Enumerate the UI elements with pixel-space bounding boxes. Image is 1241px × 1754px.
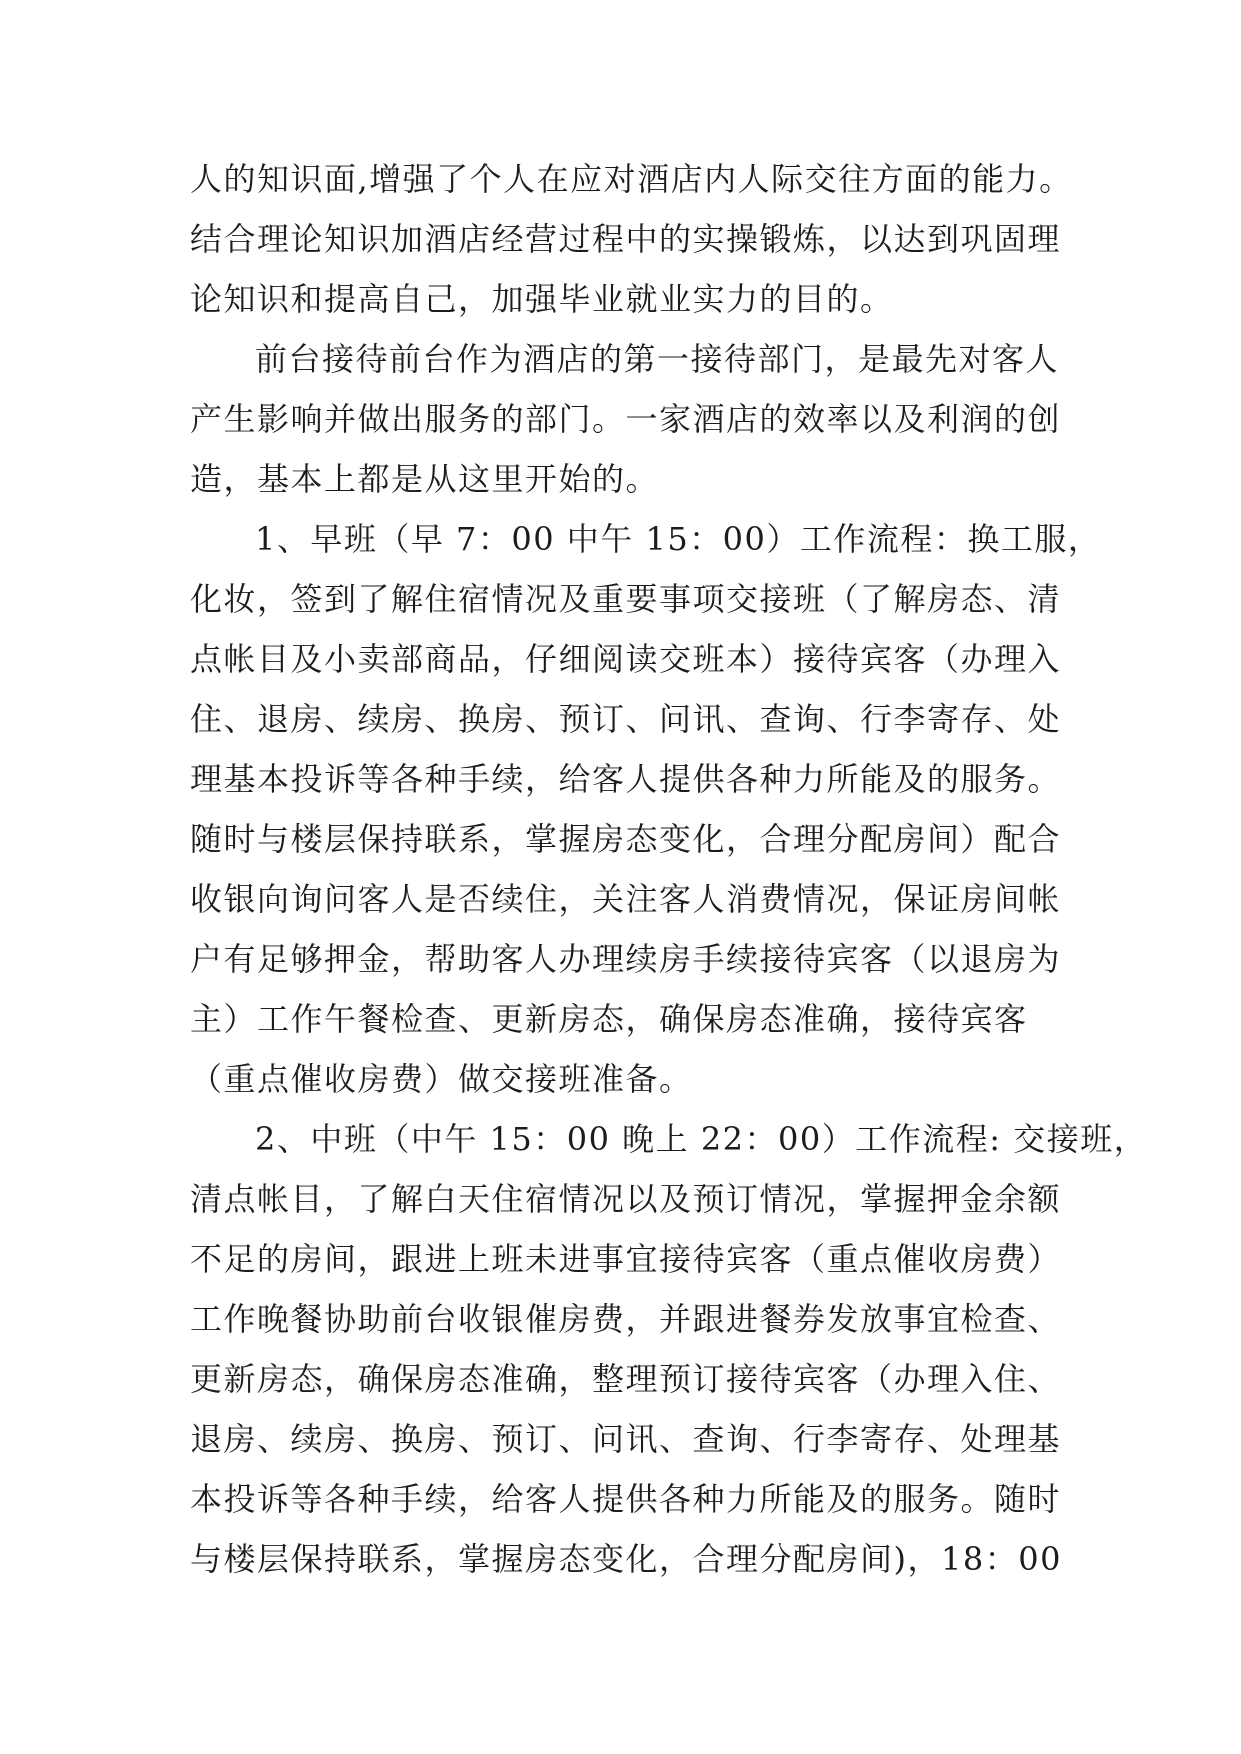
text-line: 随时与楼层保持联系，掌握房态变化，合理分配房间）配合 [190,820,1062,858]
text-line: 结合理论知识加酒店经营过程中的实操锻炼，以达到巩固理 [190,220,1062,258]
text-line: 化妆，签到了解住宿情况及重要事项交接班（了解房态、清 [190,580,1062,618]
text-line: 人的知识面,增强了个人在应对酒店内人际交往方面的能力。 [190,160,1073,198]
text-line: 点帐目及小卖部商品，仔细阅读交班本）接待宾客（办理入 [190,640,1062,678]
paragraph-first-line: 前台接待前台作为酒店的第一接待部门，是最先对客人 [255,340,1060,378]
text-line: 理基本投诉等各种手续，给客人提供各种力所能及的服务。 [190,760,1062,798]
text-line: （重点催收房费）做交接班准备。 [190,1060,693,1098]
text-line: 收银向询问客人是否续住，关注客人消费情况，保证房间帐 [190,880,1062,918]
text-line: 产生影响并做出服务的部门。一家酒店的效率以及利润的创 [190,400,1062,438]
text-line: 不足的房间，跟进上班未进事宜接待宾客（重点催收房费） [190,1240,1062,1278]
paragraph-first-line: 2、中班（中午 15：00 晚上 22：00）工作流程: 交接班， [255,1120,1148,1158]
text-line: 退房、续房、换房、预订、问讯、查询、行李寄存、处理基 [190,1420,1062,1458]
text-line: 主）工作午餐检查、更新房态，确保房态准确，接待宾客 [190,1000,1028,1038]
text-line: 论知识和提高自己，加强毕业就业实力的目的。 [190,280,894,318]
text-line: 本投诉等各种手续，给客人提供各种力所能及的服务。随时 [190,1480,1062,1518]
paragraph-first-line: 1、早班（早 7：00 中午 15：00）工作流程：换工服， [255,520,1102,558]
text-line: 造，基本上都是从这里开始的。 [190,460,660,498]
text-line: 更新房态，确保房态准确，整理预订接待宾客（办理入住、 [190,1360,1062,1398]
text-line: 与楼层保持联系，掌握房态变化，合理分配房间)，18：00 [190,1540,1062,1578]
text-line: 工作晚餐协助前台收银催房费，并跟进餐券发放事宜检查、 [190,1300,1062,1338]
text-line: 户有足够押金，帮助客人办理续房手续接待宾客（以退房为 [190,940,1062,978]
text-line: 住、退房、续房、换房、预订、问讯、查询、行李寄存、处 [190,700,1062,738]
text-line: 清点帐目，了解白天住宿情况以及预订情况，掌握押金余额 [190,1180,1062,1218]
